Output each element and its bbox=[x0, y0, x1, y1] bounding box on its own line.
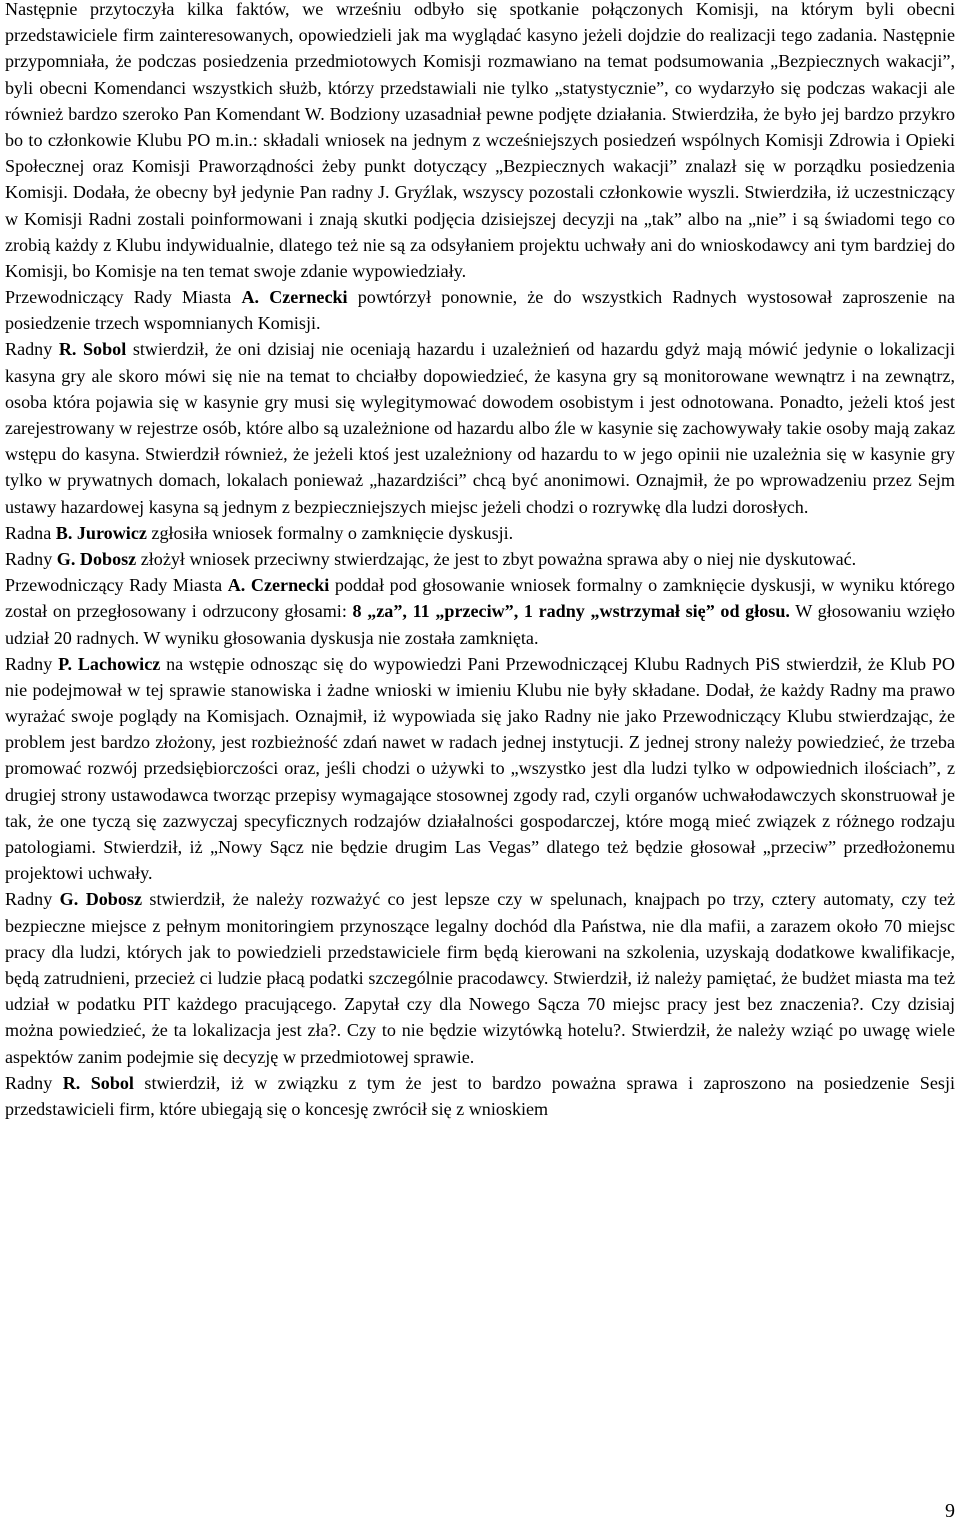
text-run: stwierdził, że oni dzisiaj nie oceniają hazardu i uzależnień od hazardu gdyż mają mówić jedynie o lokalizacji kasyna gry ale skoro mówi się nie na temat to chciałby dopowiedzieć, że kasyna gry są monitorowane wewnątrz i na zewnątrz, osoba która pojawia się w kasynie gry musi się wylegitymować dowodem osobistym i jest odnotowana. Ponadto, jeżeli ktoś jest zarejestrowany w rejestrze osób, które albo są uzależnione od hazardu albo źle w kasynie się zachowywały takie osoby mają zakaz wstępu do kasyna. Stwierdził również, że jeżeli ktoś jest uzależniony od hazardu to w jego opinii nie uzależnia się w kasynie gry tylko w prywatnych domach, lokalach ponieważ „hazardziści” chcą być anonimowi. Oznajmił, że po wprowadzeniu przez Sejm ustawy hazardowej kasyna są jednym z bezpieczniejszych miejsc jeżeli chodzi o rozrywkę dla ludzi dorosłych. bbox=[5, 339, 955, 517]
bold-text-run: R. Sobol bbox=[62, 1072, 134, 1093]
bold-text-run: 8 „za”, 11 „przeciw”, 1 radny „wstrzymał się” od głosu. bbox=[352, 601, 790, 622]
text-run: Radna bbox=[5, 522, 56, 543]
text-run: Radny bbox=[5, 889, 60, 910]
text-run: Radny bbox=[5, 653, 59, 674]
text-run: na wstępie odnosząc się do wypowiedzi Pani Przewodniczącej Klubu Radnych PiS stwierdził, że Klub PO nie podejmował w tej sprawie stanowiska i żadne wnioski w imieniu Klubu nie były składane. Dodał, że każdy Radny ma prawo wyrażać swoje poglądy na Komisjach. Oznajmił, iż wypowiada się jako Radny nie jako Przewodniczący Klubu stwierdzając, że problem jest bardzo złożony, jest rozbieżność zdań nawet w radach jednej instytucji. Z jednej strony należy powiedzieć, że trzeba promować rozwój przedsiębiorczości oraz, jeśli chodzi o używki to „wszystko jest dla ludzi tylko w odpowiednich ilościach”, z drugiej strony ustawodawca tworząc przepisy wymagające stosownej zgody rad, czyli organów uchwałodawczych skonstruował je tak, że one tyczą się zazwyczaj specyficznych rodzajów działalności gospodarczej, które mogą mieć związek z różnego rodzaju patologiami. Stwierdził, iż „Nowy Sącz nie będzie drugim Las Vegas” dlatego też będzie głosował „przeciw” przedłożonemu projektowi uchwały. bbox=[5, 653, 956, 884]
bold-text-run: G. Dobosz bbox=[59, 889, 142, 910]
text-run: Radny bbox=[5, 548, 57, 569]
document-body bbox=[5, 0, 955, 1122]
text-run: Przewodniczący Rady Miasta bbox=[5, 575, 228, 596]
text-run: Przewodniczący Rady Miasta bbox=[5, 287, 242, 308]
paragraph bbox=[5, 572, 955, 651]
text-run: Radny bbox=[5, 1072, 63, 1093]
paragraph bbox=[5, 336, 955, 519]
bold-text-run: G. Dobosz bbox=[56, 548, 137, 569]
paragraph bbox=[5, 886, 955, 1069]
text-run: W głosowaniu wzięło udział 20 radnych. W wyniku głosowania dyskusja nie została zamknięta. bbox=[5, 601, 955, 648]
paragraph bbox=[5, 284, 955, 336]
text-run: stwierdził, iż w związku z tym że jest to bardzo poważna sprawa i zaproszono na posiedzenie Sesji przedstawicieli firm, które ubiegają się o koncesję zwrócił się z wnioskiem bbox=[5, 1072, 955, 1119]
paragraph bbox=[5, 520, 955, 546]
text-run: Następnie przytoczyła kilka faktów, we wrześniu odbyło się spotkanie połączonych Komisji, na którym byli obecni przedstawiciele firm zainteresowanych, opowiedzieli jak ma wyglądać kasyno jeżeli dojdzie do realizacji tego zadania. Następnie przypomniała, że podczas posiedzenia przedmiotowych Komisji rozmawiano na temat podsumowania „Bezpiecznych wakacji”, byli obecni Komendanci wszystkich służb, którzy przedstawiali nie tylko „statystycznie”, co wydarzyło się podczas wakacji ale również bardzo szeroko Pan Komendant W. Bodziony uzasadniał pewne podjęte działania. Stwierdziła, że było jej bardzo przykro bo to członkowie Klubu PO m.in.: składali wniosek na jednym z wcześniejszych posiedzeń wspólnych Komisji Zdrowia i Opieki Społecznej oraz Komisji Praworządności żeby punkt dotyczący „Bezpiecznych wakacji” znalazł się w porządku posiedzenia Komisji. Dodała, że obecny był jedynie Pan radny J. Gryźlak, wszyscy pozostali członkowie wyszli. Stwierdziła, iż uczestniczący w Komisji Radni zostali poinformowani i znają skutki podjęcia dzisiejszej decyzji na „tak” albo na „nie” i są świadomi tego co zrobią każdy z Klubu indywidualnie, dlatego też nie są za odsyłaniem projektu uchwały ani do wnioskodawcy ani tym bardziej do Komisji, bo Komisje na ten temat swoje zdanie wypowiedziały. bbox=[5, 0, 955, 281]
paragraph bbox=[5, 0, 955, 284]
paragraph bbox=[5, 651, 955, 887]
bold-text-run: A. Czernecki bbox=[241, 287, 348, 308]
text-run: złożył wniosek przeciwny stwierdzając, że jest to zbyt poważna sprawa aby o niej nie dyskutować. bbox=[136, 548, 857, 569]
text-run: zgłosiła wniosek formalny o zamknięcie dyskusji. bbox=[146, 522, 514, 543]
text-run: Radny bbox=[5, 339, 59, 360]
bold-text-run: B. Jurowicz bbox=[55, 522, 147, 543]
text-run: poddał pod głosowanie wniosek formalny o zamknięcie dyskusji, w wyniku którego został on przegłosowany i odrzucony głosami: bbox=[5, 575, 955, 622]
paragraph bbox=[5, 546, 955, 572]
page-number: 9 bbox=[945, 1500, 955, 1522]
paragraph bbox=[5, 1070, 955, 1122]
text-run: stwierdził, że należy rozważyć co jest lepsze czy w spelunach, knajpach po trzy, cztery automaty, czy też bezpieczne miejsce z pełnym monitoringiem przynoszące legalny dochód dla Państwa, nie dla mafii, a zarazem około 70 miejsc pracy dla ludzi, których jak to powiedzieli przedstawiciele firm będą kierowani na szkolenia, uzyskają dodatkowe kwalifikacje, będą zatrudnieni, przecież ci ludzie płacą podatki szczególnie pracodawcy. Stwierdził, iż należy pamiętać, że budżet miasta ma też udział w podatku PIT każdego pracującego. Zapytał czy dla Nowego Sącza 70 miejsc pracy jest bez znaczenia?. Czy dzisiaj można powiedzieć, że ta lokalizacja jest zła?. Czy to nie będzie wizytówką hotelu?. Stwierdził, że należy wziąć po uwagę wiele aspektów zanim podejmie się decyzję w przedmiotowej sprawie. bbox=[5, 889, 956, 1067]
bold-text-run: P. Lachowicz bbox=[58, 653, 161, 674]
text-run: powtórzył ponownie, że do wszystkich Radnych wystosował zaproszenie na posiedzenie trzech wspomnianych Komisji. bbox=[5, 287, 955, 334]
bold-text-run: A. Czernecki bbox=[227, 575, 330, 596]
bold-text-run: R. Sobol bbox=[58, 339, 127, 360]
